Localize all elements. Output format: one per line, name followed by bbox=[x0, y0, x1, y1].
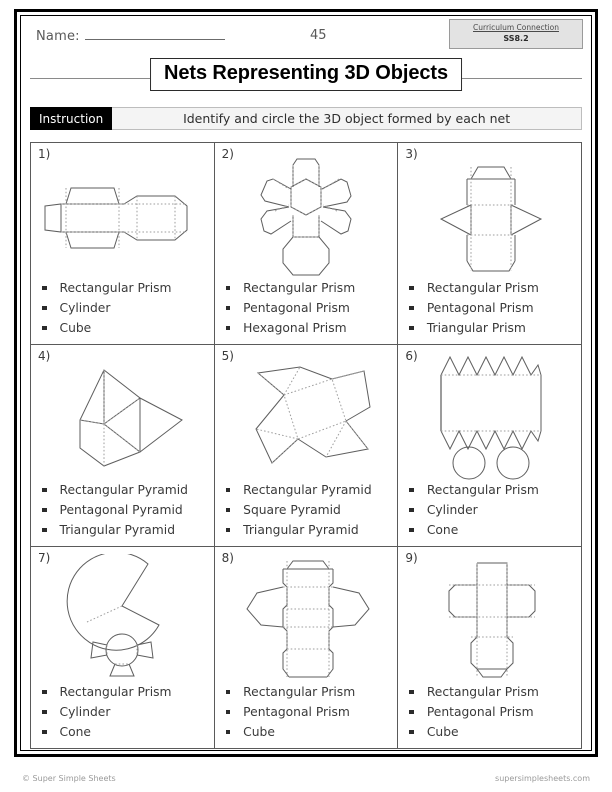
option-item[interactable] bbox=[42, 722, 208, 742]
option-label: Triangular Prism bbox=[426, 321, 526, 335]
bullet-icon bbox=[409, 306, 414, 311]
bullet-icon bbox=[226, 508, 231, 513]
option-item[interactable] bbox=[42, 500, 208, 520]
option-item[interactable] bbox=[226, 278, 392, 298]
option-item[interactable] bbox=[409, 480, 575, 500]
bullet-icon bbox=[226, 690, 231, 695]
bullet-icon bbox=[409, 326, 414, 331]
option-label: Cylinder bbox=[59, 705, 111, 719]
question-number: 3) bbox=[405, 147, 418, 161]
option-label: Cube bbox=[59, 321, 92, 335]
option-item[interactable] bbox=[42, 682, 208, 702]
question-number: 9) bbox=[405, 551, 418, 565]
name-label: Name: bbox=[36, 29, 80, 44]
option-label: Rectangular Prism bbox=[426, 483, 539, 497]
option-item[interactable] bbox=[42, 520, 208, 540]
option-list bbox=[226, 278, 392, 338]
bullet-icon bbox=[226, 306, 231, 311]
option-item[interactable] bbox=[409, 318, 575, 338]
question-cell-8[interactable] bbox=[214, 547, 398, 749]
rectangular-prism-net-figure bbox=[31, 149, 214, 281]
page-title-box bbox=[150, 58, 462, 91]
option-item[interactable] bbox=[409, 520, 575, 540]
instruction-label: Instruction bbox=[30, 107, 112, 130]
bullet-icon bbox=[409, 730, 414, 735]
hexagonal-prism-net-figure bbox=[215, 149, 398, 281]
option-label: Cylinder bbox=[59, 301, 111, 315]
option-label: Square Pyramid bbox=[243, 503, 341, 517]
option-label: Pentagonal Prism bbox=[426, 705, 534, 719]
option-item[interactable] bbox=[226, 520, 392, 540]
option-item[interactable] bbox=[42, 298, 208, 318]
option-item[interactable] bbox=[226, 682, 392, 702]
option-list bbox=[409, 480, 575, 540]
bullet-icon bbox=[42, 710, 47, 715]
option-label: Rectangular Prism bbox=[426, 281, 539, 295]
bullet-icon bbox=[409, 286, 414, 291]
option-item[interactable] bbox=[42, 318, 208, 338]
option-item[interactable] bbox=[226, 480, 392, 500]
question-number: 6) bbox=[405, 349, 418, 363]
option-label: Rectangular Pyramid bbox=[243, 483, 372, 497]
bullet-icon bbox=[42, 508, 47, 513]
bullet-icon bbox=[42, 326, 47, 331]
bullet-icon bbox=[42, 730, 47, 735]
option-list bbox=[409, 278, 575, 338]
option-label: Rectangular Prism bbox=[426, 685, 539, 699]
option-list bbox=[226, 480, 392, 540]
bullet-icon bbox=[42, 306, 47, 311]
option-label: Cone bbox=[59, 725, 91, 739]
curriculum-connection-badge bbox=[449, 19, 583, 49]
option-item[interactable] bbox=[226, 500, 392, 520]
instruction-text: Identify and circle the 3D object formed by each net bbox=[112, 107, 582, 130]
question-grid bbox=[30, 142, 582, 749]
bullet-icon bbox=[226, 710, 231, 715]
cylinder-net-figure bbox=[398, 351, 581, 483]
option-label: Cone bbox=[426, 523, 459, 537]
option-item[interactable] bbox=[226, 318, 392, 338]
option-label: Hexagonal Prism bbox=[243, 321, 347, 335]
option-list bbox=[409, 682, 575, 742]
option-label: Cylinder bbox=[426, 503, 478, 517]
option-item[interactable] bbox=[226, 722, 392, 742]
cube-net-figure bbox=[398, 553, 581, 685]
name-input-line[interactable] bbox=[85, 28, 225, 40]
option-item[interactable] bbox=[42, 480, 208, 500]
option-label: Triangular Pyramid bbox=[243, 523, 359, 537]
bullet-icon bbox=[409, 690, 414, 695]
question-row bbox=[31, 547, 582, 749]
triangular-pyramid-net-figure bbox=[31, 351, 214, 483]
option-item[interactable] bbox=[409, 722, 575, 742]
bullet-icon bbox=[409, 528, 414, 533]
page-footer bbox=[22, 770, 590, 786]
bullet-icon bbox=[409, 508, 414, 513]
question-cell-9[interactable] bbox=[398, 547, 582, 749]
bullet-icon bbox=[226, 488, 231, 493]
option-label: Pentagonal Prism bbox=[243, 301, 350, 315]
option-label: Rectangular Prism bbox=[243, 281, 356, 295]
bullet-icon bbox=[226, 730, 231, 735]
option-item[interactable] bbox=[409, 278, 575, 298]
worksheet-sheet bbox=[22, 17, 590, 749]
option-list bbox=[42, 682, 208, 742]
option-item[interactable] bbox=[226, 298, 392, 318]
pentagonal-prism-net-figure bbox=[215, 553, 398, 685]
title-band bbox=[22, 55, 590, 101]
question-number: 8) bbox=[221, 551, 234, 565]
page-number: 45 bbox=[310, 28, 327, 43]
option-item[interactable] bbox=[409, 702, 575, 722]
bullet-icon bbox=[409, 710, 414, 715]
option-label: Pentagonal Prism bbox=[243, 705, 350, 719]
question-number: 1) bbox=[38, 147, 51, 161]
question-cell-5[interactable] bbox=[214, 345, 398, 547]
question-number: 7) bbox=[38, 551, 51, 565]
option-list bbox=[226, 682, 392, 742]
question-cell-2[interactable] bbox=[214, 143, 398, 345]
option-item[interactable] bbox=[409, 682, 575, 702]
question-row bbox=[31, 143, 582, 345]
option-label: Triangular Pyramid bbox=[59, 523, 176, 537]
option-item[interactable] bbox=[42, 278, 208, 298]
option-label: Pentagonal Pyramid bbox=[59, 503, 183, 517]
bullet-icon bbox=[409, 488, 414, 493]
question-cell-6[interactable] bbox=[398, 345, 582, 547]
footer-website: supersimplesheets.com bbox=[495, 773, 590, 783]
option-label: Pentagonal Prism bbox=[426, 301, 534, 315]
footer-copyright: © Super Simple Sheets bbox=[22, 773, 116, 783]
cone-net-figure bbox=[31, 553, 214, 685]
bullet-icon bbox=[226, 286, 231, 291]
option-item[interactable] bbox=[409, 500, 575, 520]
triangular-prism-net-figure bbox=[398, 149, 581, 281]
option-label: Rectangular Pyramid bbox=[59, 483, 188, 497]
option-item[interactable] bbox=[226, 702, 392, 722]
curriculum-connection-label: Curriculum Connection bbox=[473, 23, 559, 32]
square-pyramid-net-figure bbox=[215, 351, 398, 483]
question-cell-7[interactable] bbox=[31, 547, 215, 749]
option-item[interactable] bbox=[42, 702, 208, 722]
option-list bbox=[42, 480, 208, 540]
name-field[interactable] bbox=[36, 28, 225, 44]
option-label: Rectangular Prism bbox=[243, 685, 356, 699]
bullet-icon bbox=[226, 528, 231, 533]
curriculum-code: SS8.2 bbox=[503, 34, 529, 43]
question-cell-4[interactable] bbox=[31, 345, 215, 547]
page-title: Nets Representing 3D Objects bbox=[164, 62, 448, 84]
option-label: Cube bbox=[243, 725, 275, 739]
question-number: 2) bbox=[221, 147, 234, 161]
question-cell-3[interactable] bbox=[398, 143, 582, 345]
bullet-icon bbox=[226, 326, 231, 331]
bullet-icon bbox=[42, 690, 47, 695]
option-label: Rectangular Prism bbox=[59, 281, 172, 295]
question-row bbox=[31, 345, 582, 547]
question-number: 4) bbox=[38, 349, 51, 363]
bullet-icon bbox=[42, 528, 47, 533]
bullet-icon bbox=[42, 488, 47, 493]
worksheet-header bbox=[22, 17, 590, 55]
option-label: Rectangular Prism bbox=[59, 685, 172, 699]
option-item[interactable] bbox=[409, 298, 575, 318]
bullet-icon bbox=[42, 286, 47, 291]
question-cell-1[interactable] bbox=[31, 143, 215, 345]
option-label: Cube bbox=[426, 725, 459, 739]
instruction-bar bbox=[30, 107, 582, 130]
question-number: 5) bbox=[221, 349, 234, 363]
option-list bbox=[42, 278, 208, 338]
